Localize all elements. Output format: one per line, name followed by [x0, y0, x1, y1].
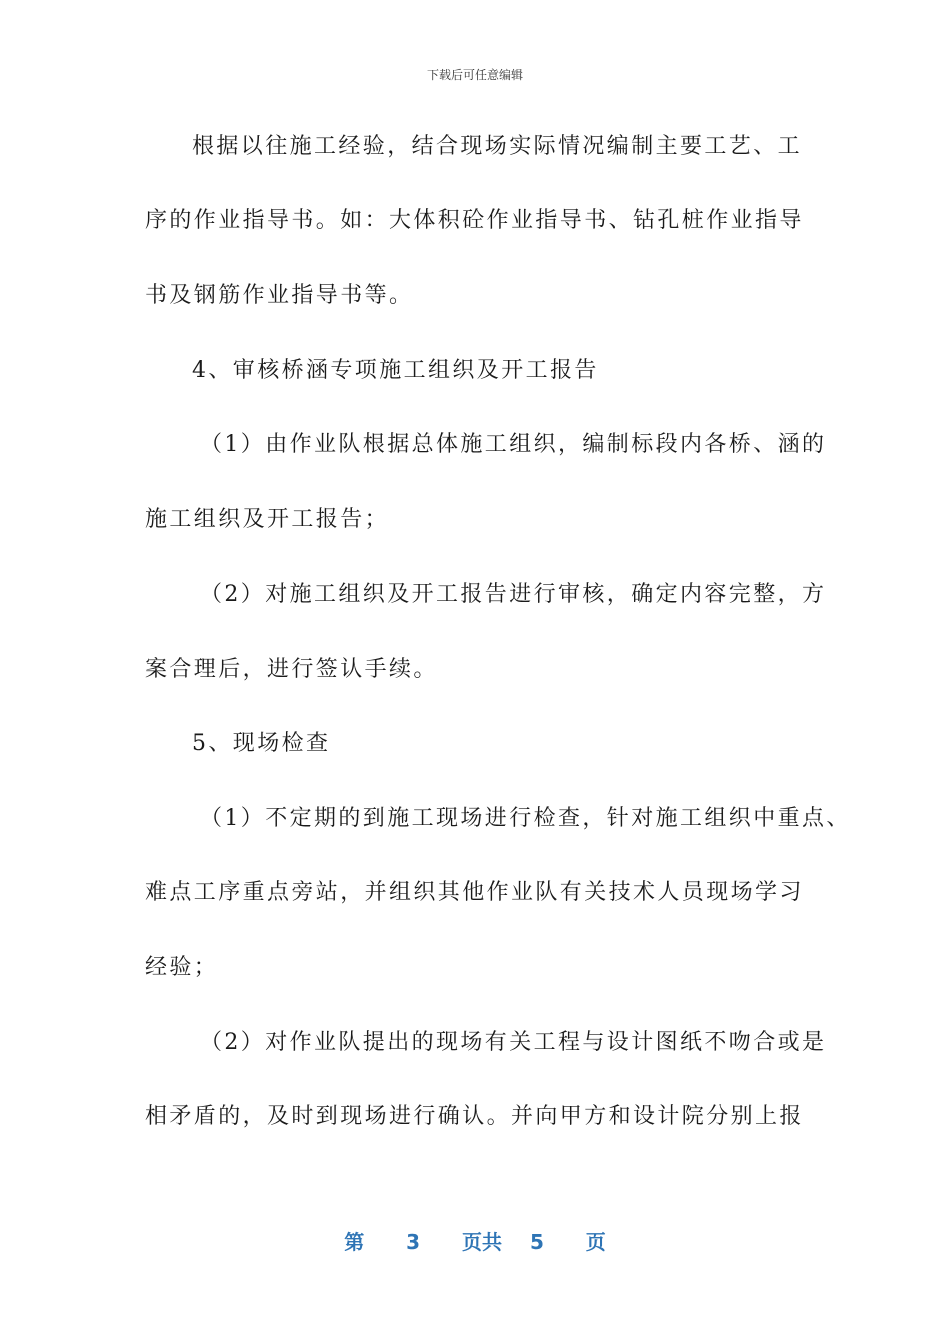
paragraph-line: 书及钢筋作业指导书等。 [145, 283, 414, 308]
paragraph-line: 相矛盾的，及时到现场进行确认。并向甲方和设计院分别上报 [145, 1104, 804, 1129]
header-note: 下载后可任意编辑 [426, 68, 523, 82]
paragraph-line: 序的作业指导书。如：大体积砼作业指导书、钻孔桩作业指导 [145, 208, 804, 233]
section-heading: 5、现场检查 [192, 731, 331, 756]
footer-suffix: 页 [585, 1230, 606, 1254]
paragraph-line: （1）由作业队根据总体施工组织，编制标段内各桥、涵的 [200, 432, 827, 457]
footer-page-number: 3 [406, 1230, 421, 1254]
footer-prefix: 第 [344, 1230, 365, 1254]
paragraph-line: （2）对施工组织及开工报告进行审核，确定内容完整，方 [200, 582, 827, 607]
footer-middle: 页共 [462, 1230, 502, 1254]
paragraph-line: 根据以往施工经验，结合现场实际情况编制主要工艺、工 [192, 134, 803, 159]
paragraph-line: 难点工序重点旁站，并组织其他作业队有关技术人员现场学习 [145, 880, 804, 905]
footer-total-pages: 5 [529, 1230, 544, 1254]
page-footer [0, 1226, 950, 1255]
paragraph-line: 经验； [145, 955, 219, 980]
paragraph-line: 案合理后，进行签认手续。 [145, 657, 438, 682]
section-heading: 4、审核桥涵专项施工组织及开工报告 [192, 358, 599, 383]
paragraph-line: （2）对作业队提出的现场有关工程与设计图纸不吻合或是 [200, 1030, 827, 1055]
paragraph-line: （1）不定期的到施工现场进行检查，针对施工组织中重点、 [200, 806, 851, 831]
paragraph-line: 施工组织及开工报告； [145, 507, 390, 532]
